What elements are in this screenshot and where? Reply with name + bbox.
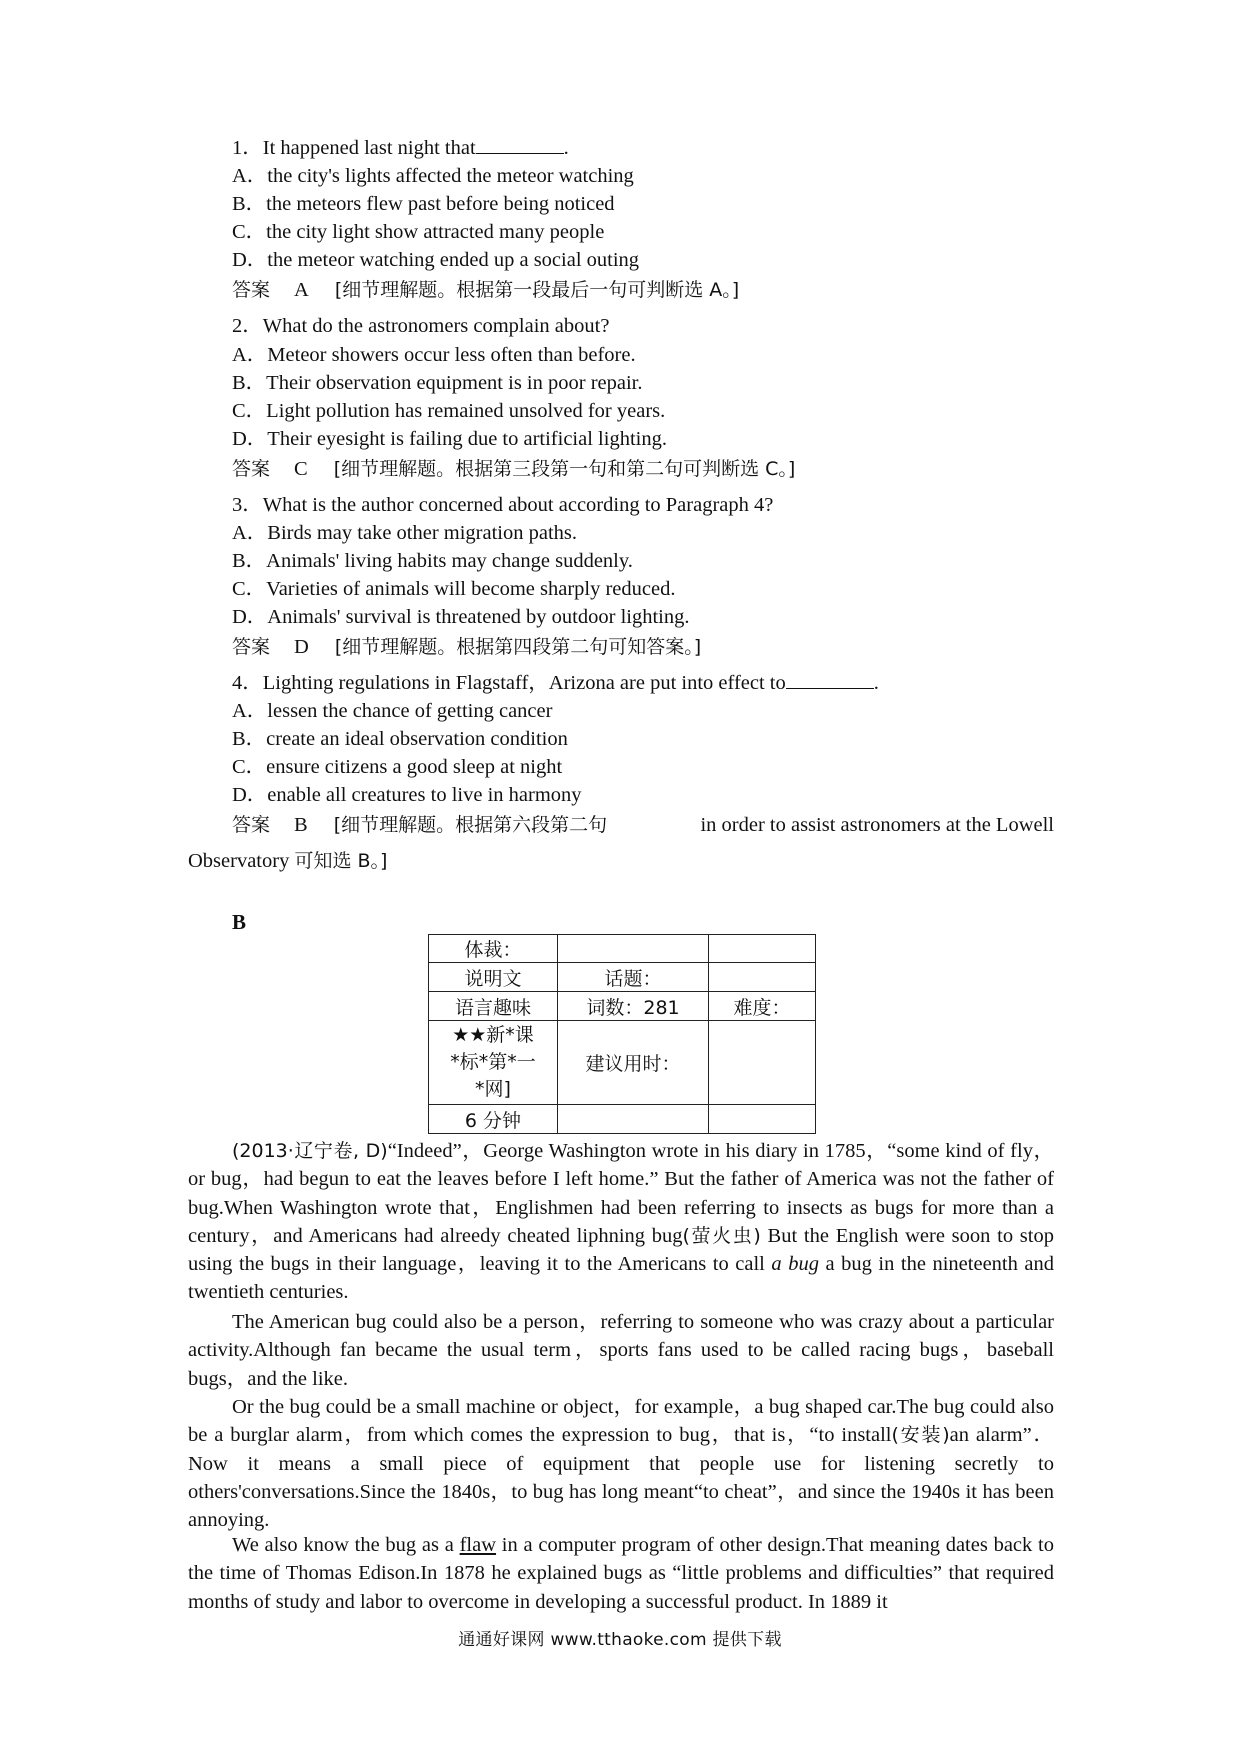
question-2-option-d: D．Their eyesight is failing due to artificial lighting. — [232, 428, 667, 450]
question-2-option-a: A．Meteor showers occur less often than before. — [232, 344, 636, 366]
passage-paragraph-3: Or the bug could be a small machine or object，for example，a bug shaped car.The bug could also be a burglar alarm，from which comes the expression to bug，that is，“to install(安装)an alarm”．Now it means a small piece of equipment that people use for listening secretly to others'conversations.Since the 1840s，to bug has long meant“to cheat”，and since the 1940s it has been annoying. — [188, 1396, 1054, 1532]
info-cell — [709, 963, 816, 992]
info-cell: 说明文 — [429, 963, 558, 992]
passage-paragraph-4: We also know the bug as a flaw in a computer program of other design.That meaning dates back to the time of Thomas Edison.In 1878 he explained bugs as “little problems and difficulties” that required months of study and labor to overcome in developing a successful product. In 1889 it — [188, 1534, 1054, 1613]
info-cell — [558, 1105, 709, 1134]
question-1-option-d: D．the meteor watching ended up a social outing — [232, 249, 640, 271]
question-3-option-a: A．Birds may take other migration paths. — [232, 522, 578, 544]
info-cell — [558, 935, 709, 963]
question-4-option-a: A．lessen the chance of getting cancer — [232, 700, 553, 722]
info-line: ★★新*课 — [452, 1024, 534, 1046]
info-cell — [709, 1105, 816, 1134]
info-cell: 难度： — [709, 992, 816, 1021]
question-2-option-c: C．Light pollution has remained unsolved for years. — [232, 400, 666, 422]
question-4-option-d: D．enable all creatures to live in harmony — [232, 784, 582, 806]
question-1-stem: 1．It happened last night that . — [232, 137, 569, 159]
info-cell: 语言趣味 — [429, 992, 558, 1021]
info-cell: 建议用时： — [558, 1021, 709, 1105]
question-4-answer: 答案 B [细节理解题。根据第六段第二句 in order to assist astronomers at the Lowell — [232, 814, 1054, 836]
question-2-answer: 答案 C [细节理解题。根据第三段第一句和第二句可判断选 C。] — [232, 458, 796, 480]
question-4-stem: 4．Lighting regulations in Flagstaff，Arizona are put into effect to . — [232, 672, 879, 694]
page-footer: 通通好课网 www.tthaoke.com 提供下载 — [458, 1630, 782, 1650]
info-line: *网] — [475, 1078, 511, 1100]
answer-blank — [476, 135, 564, 154]
info-cell: 话题： — [558, 963, 709, 992]
question-4-option-b: B．create an ideal observation condition — [232, 728, 568, 750]
question-4-option-c: C．ensure citizens a good sleep at night — [232, 756, 563, 778]
passage-paragraph-2: The American bug could also be a person，referring to someone who was crazy about a particular activity.Although fan became the usual term，sports fans used to be called racing bugs，baseball bugs，and the like. — [188, 1311, 1054, 1390]
question-1-option-b: B．the meteors flew past before being noticed — [232, 193, 615, 215]
passage-info-table — [428, 934, 816, 1134]
question-3-answer: 答案 D [细节理解题。根据第四段第二句可知答案。] — [232, 636, 702, 658]
passage-paragraph-1: (2013·辽宁卷, D)“Indeed”，George Washington wrote in his diary in 1785，“some kind of fly，or bug，had begun to eat the leaves before I left home.” But the father of America was not the father of bug.When Washington wrote that，Englishmen had been referring to insects as bugs for more than a century，and Americans had alreedy cheated liphning bug(萤火虫) But the English were soon to stop using the bugs in their language，leaving it to the Americans to call a bug a bug in the nineteenth and twentieth centuries. — [188, 1140, 1055, 1304]
answer-blank — [786, 670, 874, 689]
info-cell: 体裁： — [429, 935, 558, 963]
info-cell: 6 分钟 — [429, 1105, 558, 1134]
question-3-stem: 3．What is the author concerned about according to Paragraph 4? — [232, 494, 774, 516]
info-cell — [709, 1021, 816, 1105]
question-2-option-b: B．Their observation equipment is in poor repair. — [232, 372, 643, 394]
info-line: *标*第*一 — [450, 1051, 536, 1073]
question-2-stem: 2．What do the astronomers complain about? — [232, 315, 610, 337]
info-cell — [429, 1021, 558, 1105]
question-3-option-d: D．Animals' survival is threatened by outdoor lighting. — [232, 606, 690, 628]
question-3-option-b: B．Animals' living habits may change suddenly. — [232, 550, 633, 572]
info-cell: 词数：281 — [558, 992, 709, 1021]
section-b-heading: B — [232, 910, 247, 934]
question-3-option-c: C．Varieties of animals will become sharply reduced. — [232, 578, 676, 600]
info-cell — [709, 935, 816, 963]
question-1-answer: 答案 A [细节理解题。根据第一段最后一句可判断选 A。] — [232, 279, 740, 301]
question-1-option-a: A．the city's lights affected the meteor watching — [232, 165, 634, 187]
question-4-answer-continued: Observatory 可知选 B。] — [188, 850, 388, 872]
question-1-option-c: C．the city light show attracted many people — [232, 221, 605, 243]
